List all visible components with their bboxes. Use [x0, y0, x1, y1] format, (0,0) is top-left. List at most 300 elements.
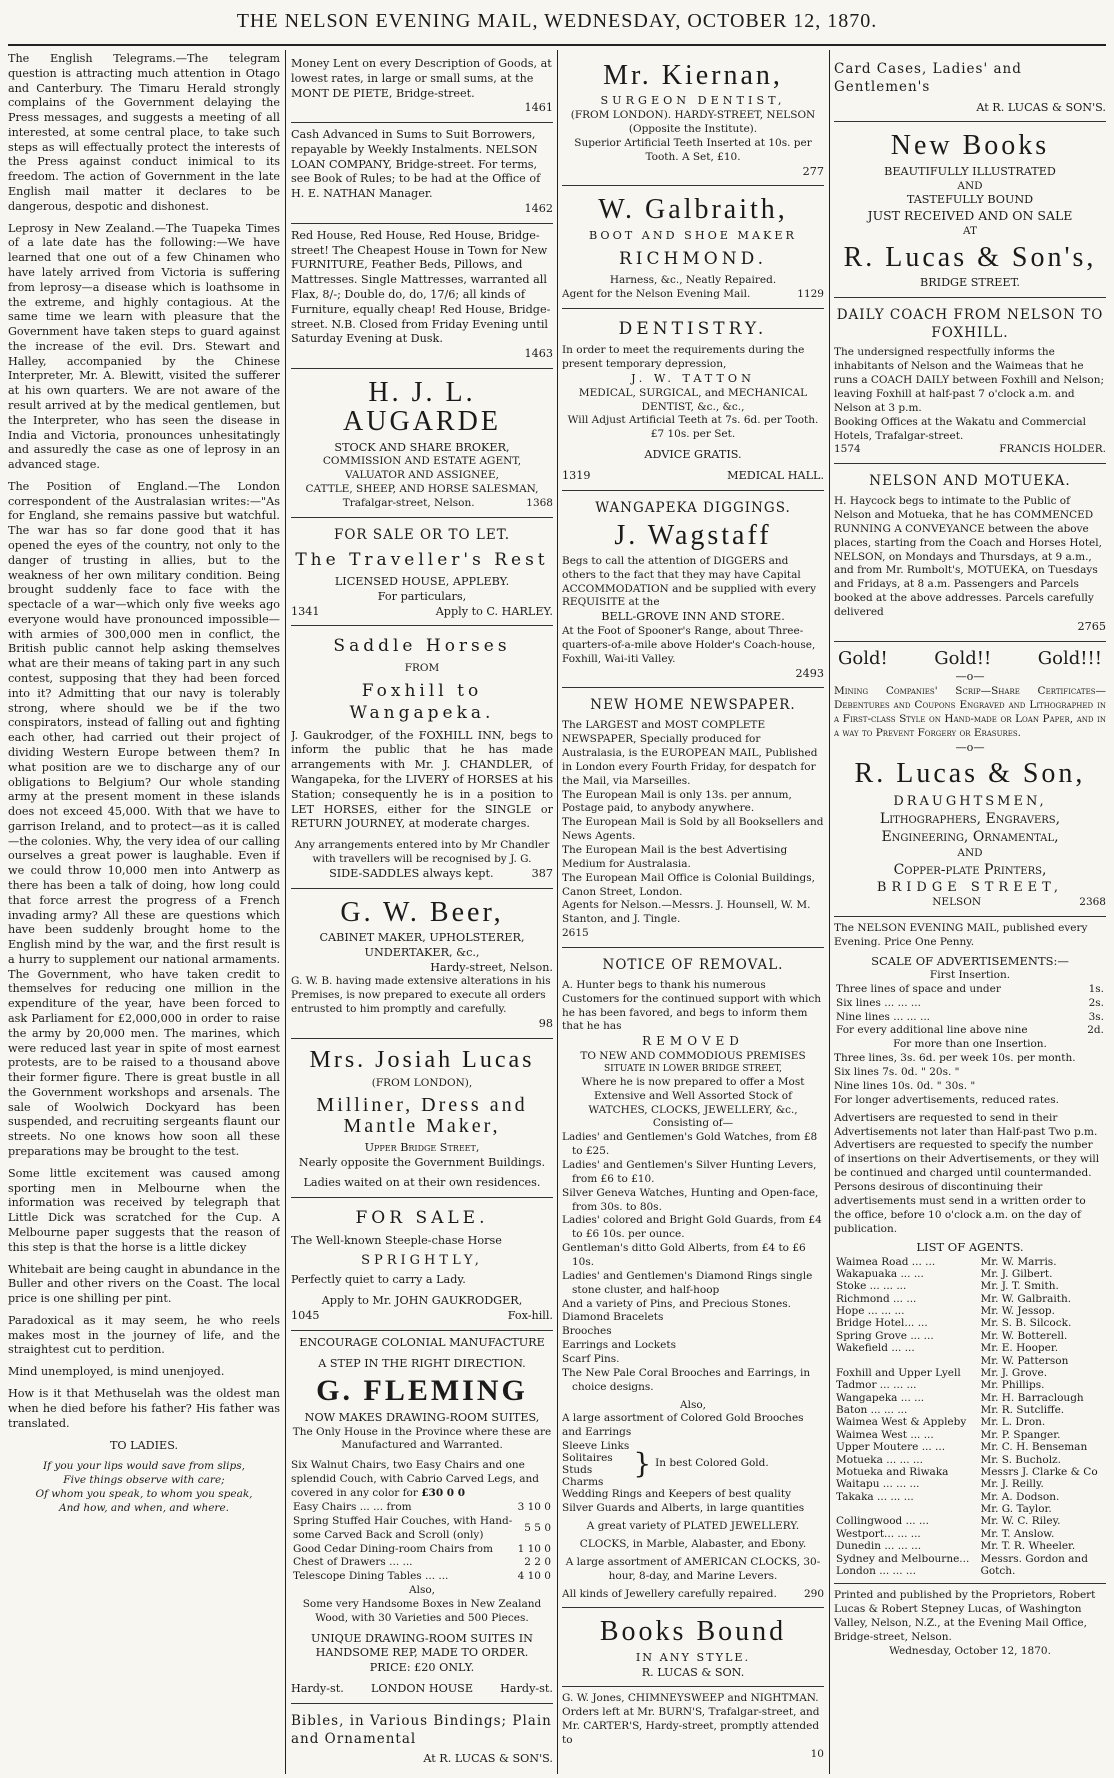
ad-text: The undersigned respectfully informs the inhabitants of Nelson and the Waimeas that he runs a COACH DAILY between Foxhill and Nelson; leaving Foxhill at half-past 7 o'clock a.m. and Nelson at 3 p.m. — [834, 346, 1104, 414]
ad-number: 2615 — [562, 927, 589, 940]
ad-headline: SPRIGHTLY, — [361, 1253, 483, 1269]
ad-text: Superior Artificial Teeth Inserted at 10s. per Tooth. A Set, £10. — [574, 136, 812, 163]
ad-headline: Bibles, in Various Bindings; Plain and Ornamental — [291, 1712, 552, 1747]
agent-row — [834, 1565, 1106, 1577]
article-whitebait: Whitebait are being caught in abundance in the Buller and other rivers on the Coast. The local price is one shilling per pint. — [8, 1262, 280, 1306]
ad-headline: H. J. L. AUGARDE — [343, 376, 501, 438]
ad-number: 1045 — [291, 1309, 320, 1322]
ad-text: The European Mail is the best Advertising Medium for Australasia. — [562, 843, 788, 870]
ad-number: 1462 — [524, 202, 553, 216]
column-ads-3 — [562, 52, 824, 1774]
ad-text: At the Foot of Spooner's Range, about Three-quarters-of-a-mile above Holder's Coach-house, Foxhill, Wai-iti Valley. — [562, 625, 816, 665]
brace-group — [562, 1440, 824, 1488]
agent-name: Mr. S. B. Silcock. — [980, 1317, 1072, 1330]
ad-heading: SCALE OF ADVERTISEMENTS:— — [871, 953, 1069, 968]
ad-line: NOW MAKES DRAWING-ROOM SUITES, — [304, 1410, 540, 1424]
ad-headline: G. W. Beer, — [340, 896, 504, 928]
ad-line: FRANCIS HOLDER. — [999, 443, 1106, 456]
ad-line: DRAUGHTSMEN, — [893, 793, 1047, 809]
agent-name: Mr. A. Dodson. — [980, 1490, 1060, 1503]
agent-place: Hope ... ... ... — [836, 1305, 905, 1318]
agent-row — [834, 1553, 1106, 1565]
ad-line: VALUATOR AND ASSIGNEE, — [345, 469, 499, 482]
agent-row — [834, 1454, 1106, 1466]
ad-bibles — [291, 1704, 553, 1773]
ad-text: The NELSON EVENING MAIL, published every Evening. Price One Penny. — [834, 922, 1088, 949]
jewellery-item: Ladies' colored and Bright Gold Guards, from £4 to £6 10s. per ounce. — [562, 1214, 822, 1241]
ad-line: At R. LUCAS & SON'S. — [976, 100, 1106, 114]
ad-line: Also, — [680, 1398, 706, 1411]
ad-line: UNIQUE DRAWING-ROOM SUITES IN HANDSOME REP, MADE TO ORDER. — [311, 1631, 533, 1660]
agent-name: Mr. G. Taylor. — [980, 1503, 1052, 1516]
ad-line: Consisting of— — [652, 1117, 734, 1130]
agent-name: Mr. W. Marris. — [980, 1255, 1057, 1268]
ad-tatton — [562, 309, 824, 491]
agent-place: Waitapu ... ... ... — [836, 1478, 920, 1491]
ad-line: ADVICE GRATIS. — [644, 448, 742, 462]
agent-name: Mr. W. Galbraith. — [980, 1292, 1072, 1305]
ad-line: For particulars, — [377, 589, 467, 603]
ad-line: UNDERTAKER, &c., — [364, 945, 480, 959]
agent-name: Mr. T. Anslow. — [980, 1527, 1055, 1540]
agent-place: Baton ... ... ... — [836, 1404, 908, 1417]
scale-price: 2d. — [1087, 1024, 1104, 1037]
ornament: —o— — [955, 740, 985, 754]
rate-line: Three lines, 3s. 6d. per week 10s. per month. — [834, 1052, 1076, 1065]
agent-name: Mr. W. Jessop. — [980, 1305, 1055, 1318]
price-item: Good Cedar Dining-room Chairs from — [293, 1542, 493, 1555]
column-rule — [285, 50, 286, 1774]
ad-text: In order to meet the requirements during the present temporary depression, — [562, 344, 805, 371]
brace-item: Sleeve Links — [562, 1440, 630, 1453]
poem-line: Five things observe with care; — [63, 1473, 225, 1486]
imprint-text: Printed and published by the Proprietors, Robert Lucas & Robert Stepney Lucas, of Washington Valley, Nelson, N.Z., at the Evening Mail Office, Bridge-street, Nelson. — [834, 1589, 1096, 1643]
ad-text: A. Hunter begs to thank his numerous Customers for the continued support with which he has been favored, and begs to inform them that he has — [562, 978, 821, 1033]
agent-name: Mr. J. Grove. — [980, 1366, 1048, 1379]
price-row — [291, 1543, 553, 1557]
agent-name: Mr. Phillips. — [980, 1379, 1045, 1392]
price-row — [291, 1556, 553, 1570]
ad-jones — [562, 1687, 824, 1767]
jewellery-item: The New Pale Coral Brooches and Earrings, in choice designs. — [562, 1366, 811, 1393]
scale-item: Nine lines ... ... ... — [836, 1010, 930, 1023]
ad-fleming — [291, 1331, 553, 1704]
ad-text: Persons desirous of discontinuing their advertisements must send in a written order to the office, before 10 o'clock a.m. on the day of publication. — [834, 1180, 1086, 1235]
ad-line: Perfectly quiet to carry a Lady. — [291, 1273, 466, 1287]
ad-line: J. W. TATTON — [631, 371, 755, 385]
ad-haycock — [834, 464, 1106, 641]
ad-travellers-rest — [291, 518, 553, 627]
ad-line: (Opposite the Institute). — [628, 123, 758, 136]
ad-line: BRIDGE STREET, — [876, 880, 1064, 896]
price-value: 1 10 0 — [517, 1542, 551, 1555]
jewellery-item: Diamond Bracelets — [562, 1311, 664, 1324]
article-methuselah: How is it that Methuselah was the oldest man when he died before his father? His father was translated. — [8, 1386, 280, 1430]
jewellery-item: Earrings and Lockets — [562, 1339, 676, 1352]
ad-heading: NELSON AND MOTUEKA. — [869, 473, 1071, 490]
agent-row — [834, 1355, 1106, 1367]
agent-row — [834, 1466, 1106, 1478]
imprint-date: Wednesday, October 12, 1870. — [889, 1644, 1051, 1657]
ad-line: CABINET MAKER, UPHOLSTERER, — [319, 930, 525, 944]
jewellery-item: Silver Geneva Watches, Hunting and Open-face, from 30s. to 80s. — [562, 1186, 819, 1213]
ad-heading: FOR SALE. — [355, 1208, 489, 1229]
ad-heading: NOTICE OF REMOVAL. — [602, 957, 784, 973]
price-item: Easy Chairs ... ... from — [293, 1500, 412, 1513]
agent-place: Sydney and Melbourne... — [836, 1552, 970, 1565]
brace-list — [562, 1440, 629, 1488]
jewellery-item: Ladies' and Gentlemen's Diamond Rings single stone cluster, and half-hoop — [562, 1269, 813, 1296]
column-news — [8, 52, 280, 1774]
brace-item: Solitaires — [562, 1452, 613, 1465]
agent-row — [834, 1293, 1106, 1305]
scale-item: Six lines ... ... ... — [836, 996, 921, 1009]
price-item: Telescope Dining Tables ... ... — [293, 1570, 449, 1583]
agent-place: Foxhill and Upper Lyell — [836, 1366, 961, 1379]
ad-text: Mining Companies' Scrip—Share Certificates—Debentures and Coupons Engraved and Lithographed in a First-class Style on Hand-made or Loan Paper, and in a way to Prevent Forgery or Erasures. — [834, 685, 1106, 739]
jewellery-item: Brooches — [562, 1325, 612, 1338]
ad-heading: LIST OF AGENTS. — [916, 1240, 1024, 1255]
ad-kiernan — [562, 52, 824, 186]
brace-item: Charms — [562, 1476, 604, 1489]
article-mind: Mind unemployed, is mind unenjoyed. — [8, 1365, 225, 1379]
brace-item: Studs — [562, 1464, 593, 1477]
ad-line: REMOVED — [642, 1034, 744, 1049]
ad-line: Trafalgar-street, Nelson. — [342, 496, 475, 509]
ad-number: 277 — [802, 164, 824, 178]
more-list — [834, 1052, 1106, 1094]
agent-place: Tadmor ... ... ... — [836, 1379, 917, 1392]
ad-wagstaff — [562, 491, 824, 689]
agent-place — [834, 1355, 978, 1367]
agent-place: Upper Moutere ... ... — [836, 1441, 946, 1454]
ad-gold — [834, 642, 1106, 918]
ad-text: Cash Advanced in Sums to Suit Borrowers, repayable by Weekly Instalments. NELSON LOAN COMPANY, Bridge-street. For terms, see Book of Rules; to be had at the Office of H. E. NATHAN Manager. — [291, 128, 541, 201]
poem-line: If you your lips would save from slips, — [43, 1460, 245, 1473]
ad-text: Begs to call the attention of DIGGERS and others to the fact that they may have Capital ACCOMMODATION and be supplied with every REQUISITE at the — [562, 554, 816, 609]
ad-line: JUST RECEIVED AND ON SALE — [867, 208, 1073, 224]
jewellery-list — [562, 1131, 824, 1394]
ad-line: STOCK AND SHARE BROKER, — [334, 440, 510, 454]
column-rule — [557, 50, 558, 1774]
agent-name: Mr. H. Barraclough — [980, 1391, 1084, 1404]
ad-card-cases — [834, 52, 1106, 122]
scale-price: 3s. — [1088, 1010, 1104, 1023]
ad-headline: Mrs. Josiah Lucas — [309, 1046, 535, 1073]
brace-mark: } — [633, 1447, 652, 1481]
scale-table — [834, 983, 1106, 1038]
ad-line: SITUATE IN LOWER BRIDGE STREET, — [604, 1063, 782, 1074]
ad-line: Upper Bridge Street, — [364, 1140, 480, 1154]
ad-line: AND — [957, 179, 983, 192]
agent-row — [834, 1367, 1106, 1379]
ad-line: WATCHES, CLOCKS, JEWELLERY, &c., — [588, 1103, 798, 1116]
agent-place: Westport... ... ... — [836, 1527, 921, 1540]
rate-line: Six lines 7s. 0d. " 20s. " — [834, 1066, 960, 1079]
ad-line: Lithographers, Engravers, — [879, 810, 1061, 827]
gold-headline: Gold!! — [934, 647, 992, 669]
ad-line: All kinds of Jewellery carefully repaired. — [562, 1587, 777, 1600]
ad-heading: FOR SALE OR TO LET. — [333, 526, 511, 543]
ad-heading: WANGAPEKA DIGGINGS. — [595, 499, 791, 516]
ad-line: Engineering, Ornamental, — [881, 829, 1059, 846]
ad-number: 1368 — [526, 496, 553, 509]
ad-text: The European Mail is only 13s. per annum, Postage paid, to anybody anywhere. — [562, 788, 792, 815]
agent-row — [834, 1268, 1106, 1280]
agent-place: Bridge Hotel... ... — [836, 1317, 928, 1330]
ad-mrs-lucas — [291, 1039, 553, 1198]
ad-headline: Saddle Horses — [333, 636, 511, 657]
agent-place: Motueka and Riwaka — [836, 1465, 949, 1478]
ad-headline: J. Wagstaff — [614, 520, 772, 552]
masthead: THE NELSON EVENING MAIL, WEDNESDAY, OCTOBER 12, 1870. — [236, 10, 878, 32]
agent-place: Waimea West & Appleby — [836, 1416, 967, 1429]
ad-money-lent — [291, 52, 553, 123]
scale-item: For every additional line above nine — [836, 1024, 1028, 1037]
agent-name: Mr. W. Botterell. — [980, 1329, 1068, 1342]
ad-line: SIDE-SADDLES always kept. — [329, 866, 494, 880]
ad-line: Hardy-street, Nelson. — [430, 960, 553, 974]
ad-heading: DAILY COACH FROM NELSON TO FOXHILL. — [836, 306, 1104, 341]
ad-line: Fox-hill. — [507, 1309, 553, 1322]
agent-name: Mr. J. Gilbert. — [980, 1267, 1053, 1280]
agent-place: Waimea West ... ... — [836, 1428, 934, 1441]
scale-item: Three lines of space and under — [836, 982, 1001, 995]
ad-text: The European Mail is Sold by all Booksellers and News Agents. — [562, 816, 824, 843]
ad-books-bound — [562, 1608, 824, 1687]
ad-headline: Milliner, Dress and Mantle Maker, — [316, 1093, 528, 1137]
ad-text: A large assortment of Colored Gold Brooches and Earrings — [562, 1412, 804, 1439]
ad-line: For longer advertisements, reduced rates. — [834, 1093, 1059, 1106]
ad-heading: DENTISTRY. — [618, 318, 768, 339]
ad-line: Hardy-st. — [500, 1682, 553, 1695]
article-leprosy: Leprosy in New Zealand.—The Tuapeka Times of a late date has the following:—We have learned that one out of a few Chinamen who have lately arrived from Victoria is suffering from leprosy—a disease which is loathsome in the extreme, and highly contagious. At the same time we learn with pleasure that the Government have taken steps to guard against the increase of the evil. Drs. Stewart and Halley, accompanied by the Chinese Interpreter, Mr. A. Blewitt, visited the sufferer at his own quarters. We are not aware of the result arrived at by the medical gentlemen, but the Interpreter, who has seen the disease in India and Victoria, pronounces unhesitatingly and assuredly the case as one of leprosy in an advanced stage. — [8, 221, 280, 472]
ad-headline: W. Galbraith, — [598, 194, 788, 226]
agent-name: Mr. P. Spanger. — [980, 1428, 1061, 1441]
ad-number: 2368 — [1079, 896, 1106, 909]
ad-new-books — [834, 122, 1106, 297]
ad-headline: G. FLEMING — [316, 1374, 528, 1408]
agent-row — [834, 1441, 1106, 1453]
scale-row — [834, 997, 1106, 1011]
ad-saddle-horses — [291, 626, 553, 888]
poem-line: Of whom you speak, to whom you speak, — [35, 1487, 253, 1500]
agent-row — [834, 1540, 1106, 1552]
ad-headline: Books Bound — [599, 1616, 787, 1648]
agent-row — [834, 1503, 1106, 1515]
scale-row — [834, 1024, 1106, 1038]
ad-sprightly — [291, 1198, 553, 1331]
ad-line: At R. LUCAS & SON'S. — [423, 1752, 553, 1766]
agent-row — [834, 1317, 1106, 1329]
column-ads-4 — [834, 52, 1106, 1774]
ad-line: FROM — [404, 661, 440, 674]
rate-line: Nine lines 10s. 0d. " 30s. " — [834, 1079, 976, 1092]
ad-text: Advertisers are requested to send in their Advertisements not later than Half-past Two p.m. — [834, 1111, 1098, 1138]
agent-name: Messrs J. Clarke & Co — [980, 1465, 1098, 1478]
ad-line: COMMISSION AND ESTATE AGENT, — [322, 455, 522, 468]
agent-place: Collingwood ... ... — [836, 1515, 929, 1528]
jewellery-item: Gentleman's ditto Gold Alberts, from £4 to £6 10s. — [562, 1242, 806, 1268]
poem — [8, 1460, 280, 1515]
column-rule — [829, 50, 830, 1774]
article-telegrams: The English Telegrams.—The telegram question is attracting much attention in Otago and Canterbury. The Timaru Herald strongly complains of the Government delaying the Press messages, and suggests a meeting of all interested, at some central place, to take such steps as will effectually protect the interests of the Press against conduct inimical to its freedom. The action of Government in the late English mail matter it declares to be dangerous, despotic and dishonest. — [8, 52, 280, 213]
ad-line: TO NEW AND COMMODIOUS PREMISES — [580, 1050, 806, 1063]
agent-name: Mr. E. Hooper. — [980, 1342, 1059, 1355]
ad-line: (FROM LONDON), — [371, 1076, 473, 1089]
scale-row — [834, 983, 1106, 997]
price-value: 4 10 0 — [517, 1570, 551, 1583]
ad-text: G. W. Jones, CHIMNEYSWEEP and NIGHTMAN. Orders left at Mr. BURN'S, Trafalgar-street, and Mr. CARTER'S, Hardy-street, promptly attended to — [562, 1692, 820, 1746]
agent-row — [834, 1478, 1106, 1490]
ad-line: Apply to C. HARLEY. — [435, 604, 553, 618]
ad-line: IN ANY STYLE. — [635, 1650, 751, 1664]
agent-row — [834, 1392, 1106, 1404]
ad-line: LONDON HOUSE — [370, 1682, 474, 1695]
jewellery-item: Scarf Pins. — [562, 1353, 620, 1365]
agent-name: Gotch. — [980, 1564, 1016, 1577]
agent-row — [834, 1528, 1106, 1540]
gold-headline: Gold! — [838, 647, 888, 669]
ad-line: (FROM LONDON). HARDY-STREET, NELSON — [570, 109, 816, 122]
agent-row — [834, 1379, 1106, 1391]
ad-text: Booking Offices at the Wakatu and Commercial Hotels, Trafalgar-street. — [834, 415, 1087, 442]
ornament: —o— — [955, 670, 985, 684]
agent-name: Mr. C. H. Benseman — [980, 1441, 1088, 1454]
ad-number: 1129 — [797, 287, 824, 300]
price: £30 0 0 — [421, 1487, 466, 1500]
agent-row — [834, 1404, 1106, 1416]
ad-number: 98 — [538, 1016, 553, 1030]
ad-line: LICENSED HOUSE, APPLEBY. — [334, 575, 510, 589]
ad-text: H. Haycock begs to intimate to the Public of Nelson and Motueka, that he has COMMENCED RUNNING A CONVEYANCE between the above places, starting from the Coach and Horses Hotel, NELSON, on Mondays and Thursdays, at 9 a.m., and from Mr. Rumbolt's, MOTUEKA, on Tuesdays and Fridays, at 8 a.m. Passengers and Parcels booked at the above addresses. Parcels carefully delivered — [834, 495, 1102, 618]
agents-table — [834, 1256, 1106, 1578]
ad-line: Apply to Mr. JOHN GAUKRODGER, — [321, 1294, 523, 1308]
agent-name: Mr. S. Bucholz. — [980, 1453, 1061, 1466]
agent-row — [834, 1280, 1106, 1292]
masthead-rule — [8, 44, 1106, 46]
scale-row — [834, 1011, 1106, 1025]
price-table — [291, 1501, 553, 1584]
ad-text: Wedding Rings and Keepers of best quality Silver Guards and Alberts, in large quantities — [562, 1488, 805, 1515]
ad-line: The Only House in the Province where these are Manufactured and Warranted. — [292, 1425, 552, 1452]
ad-number: 2493 — [795, 666, 824, 680]
ad-line: RICHMOND. — [619, 248, 767, 269]
ad-text: The LARGEST and MOST COMPLETE NEWSPAPER, Specially produced for Australasia, is the EUROPEAN MAIL, Published in London every Fourth Friday, for despatch for the Mail, via Marseilles. — [562, 719, 818, 787]
price-value: 5 5 0 — [524, 1521, 551, 1534]
ad-number: 1574 — [834, 443, 861, 456]
ad-headline: Foxhill to Wangapeka. — [349, 680, 495, 724]
article-little-dick: Some little excitement was caused among sporting men in Melbourne when the information was received by telegraph that Little Dick was scratched for the Cup. A Melbourne paper suggests that the reason of this step is that the horse is a little dickey — [8, 1166, 280, 1254]
ad-headline: New Books — [890, 130, 1050, 162]
ad-european-mail — [562, 688, 824, 948]
agent-row — [834, 1305, 1106, 1317]
price-row — [291, 1570, 553, 1584]
ad-headline: Card Cases, Ladies' and Gentlemen's — [834, 61, 1022, 95]
agent-row — [834, 1416, 1106, 1428]
agent-place — [834, 1503, 978, 1515]
ad-number: 10 — [810, 1747, 824, 1760]
agent-place: Wakefield ... ... — [836, 1342, 915, 1355]
ad-hunter — [562, 948, 824, 1608]
ad-headline: R. Lucas & Son's, — [843, 241, 1097, 273]
ad-line: Where he is now prepared to offer a Most Extensive and Well Assorted Stock of — [581, 1075, 805, 1102]
scale-price: 2s. — [1088, 996, 1104, 1009]
ad-headline: The Traveller's Rest — [295, 549, 549, 570]
agent-name: Mr. T. R. Wheeler. — [980, 1540, 1076, 1553]
agent-place: Motueka ... ... ... — [836, 1453, 923, 1466]
agent-name: Mr. W. Patterson — [980, 1354, 1069, 1367]
ad-headline: R. Lucas & Son, — [854, 758, 1086, 790]
agent-name: Mr. W. C. Riley. — [980, 1515, 1061, 1528]
ad-text: Advertisers are requested to specify the number of insertions on their Advertisements, or they will be continued and charged until countermanded. — [834, 1139, 1100, 1180]
agent-row — [834, 1429, 1106, 1441]
price-value: 3 10 0 — [517, 1500, 551, 1513]
ad-line: CLOCKS, in Marble, Alabaster, and Ebony. — [579, 1537, 807, 1550]
agent-row — [834, 1342, 1106, 1354]
ad-line: A great variety of PLATED JEWELLERY. — [586, 1520, 800, 1533]
ad-daily-coach — [834, 298, 1106, 465]
ad-line: First Insertion. — [929, 969, 1011, 982]
agent-place: Wangapeka ... ... — [836, 1391, 925, 1404]
agent-row — [834, 1256, 1106, 1268]
ad-line: AT — [962, 224, 977, 237]
agent-place: Waimea Road ... ... — [836, 1255, 936, 1268]
article-paradox: Paradoxical as it may seem, he who reels makes most in the journey of life, and the straightest cut to perdition. — [8, 1313, 280, 1357]
ad-line: CATTLE, SHEEP, AND HORSE SALESMAN, — [305, 483, 539, 496]
ad-number: 2765 — [1077, 619, 1106, 633]
agent-row — [834, 1491, 1106, 1503]
scale-price: 1s. — [1088, 982, 1104, 995]
ad-line: BOOT AND SHOE MAKER — [589, 228, 797, 242]
ad-text: Red House, Red House, Red House, Bridge-street! The Cheapest House in Town for New FURNITURE, Feather Beds, Pillows, and Mattresses. Single Mattresses, warranted all Flax, 8/-; Double do, do, 17/6; all kinds of Furniture, equally cheap! Red House, Bridge-street. N.B. Closed from Friday Evening until Saturday Evening at Dusk. — [291, 228, 551, 346]
jewellery-item: Ladies' and Gentlemen's Silver Hunting Levers, from £6 to £10. — [562, 1158, 817, 1185]
agent-row — [834, 1515, 1106, 1527]
ad-line: TASTEFULLY BOUND — [906, 193, 1034, 207]
ad-line: Also, — [409, 1584, 435, 1597]
ad-number: 1461 — [524, 101, 553, 115]
ad-number: 1319 — [562, 468, 591, 482]
ad-line: BEAUTIFULLY ILLUSTRATED — [884, 164, 1056, 178]
ad-heading: A STEP IN THE RIGHT DIRECTION. — [318, 1356, 526, 1370]
ad-line: SURGEON DENTIST, — [600, 94, 786, 108]
agent-place: Takaka ... ... ... — [836, 1490, 914, 1503]
ad-galbraith — [562, 186, 824, 308]
ad-line: MEDICAL HALL. — [727, 468, 824, 482]
ad-line: Ladies waited on at their own residences. — [303, 1176, 541, 1190]
agent-place: London ... ... ... — [836, 1564, 916, 1577]
ad-line: A large assortment of AMERICAN CLOCKS, 30-hour, 8-day, and Marine Levers. — [565, 1555, 821, 1582]
ad-number: 387 — [531, 866, 553, 880]
ad-red-house — [291, 224, 553, 369]
ad-line: Nearly opposite the Government Buildings. — [298, 1155, 546, 1169]
gold-headline: Gold!!! — [1037, 647, 1102, 669]
ad-line: R. LUCAS & SON. — [641, 1665, 745, 1679]
ad-text: Any arrangements entered into by Mr Chandler with travellers will be recognised by J. G. — [294, 839, 550, 865]
ad-line: BELL-GROVE INN AND STORE. — [601, 610, 785, 624]
agent-name: Messrs. Gordon and — [980, 1552, 1088, 1565]
ad-line: Copper-plate Printers, — [893, 861, 1047, 878]
ad-text: The European Mail Office is Colonial Buildings, Canon Street, London. — [562, 871, 815, 898]
imprint — [834, 1584, 1106, 1664]
agent-place: Richmond ... ... — [836, 1292, 917, 1305]
jewellery-item: Ladies' and Gentlemen's Gold Watches, from £8 to £25. — [562, 1131, 818, 1158]
ad-scale — [834, 917, 1106, 1584]
ad-line: Harness, &c., Neatly Repaired. — [609, 274, 777, 286]
ad-line: AND — [957, 846, 983, 859]
ad-text: Money Lent on every Description of Goods, at lowest rates, in large or small sums, at the MONT DE PIETE, Bridge-street. — [291, 57, 552, 100]
ad-text: Agents for Nelson.—Messrs. J. Hounsell, W. M. Stanton, and J. Tingle. — [562, 899, 811, 926]
